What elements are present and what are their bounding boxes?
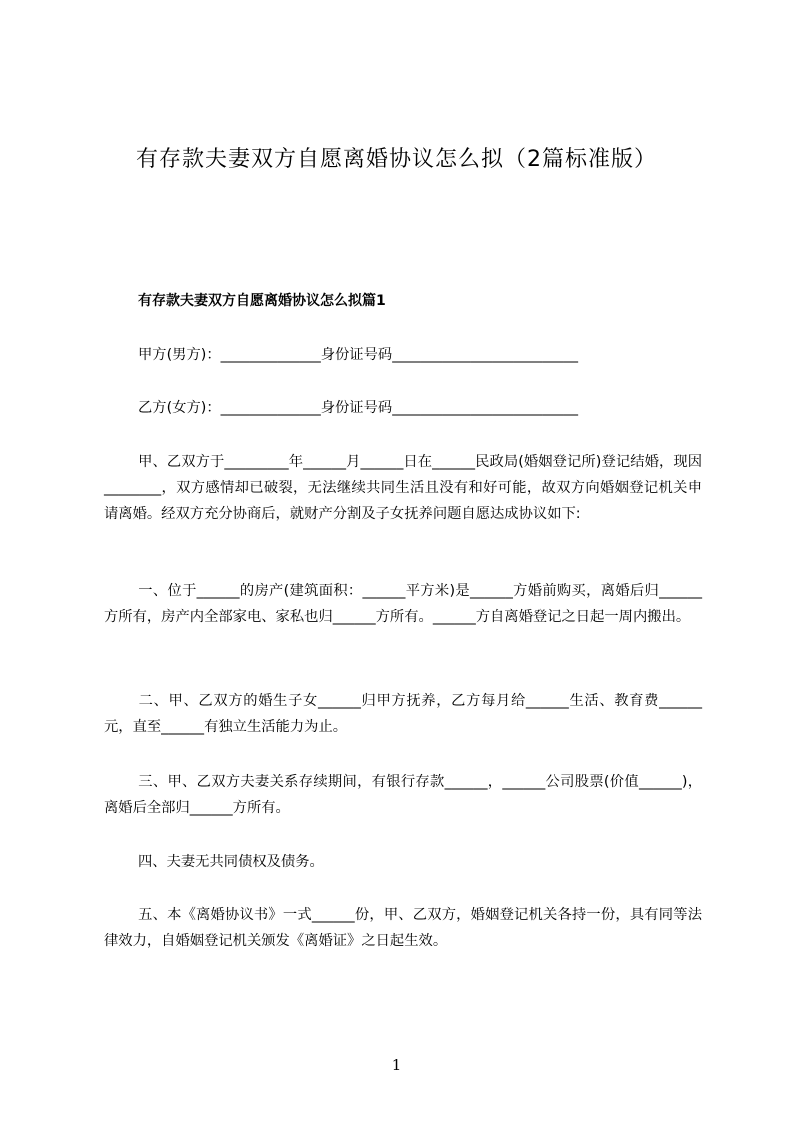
paragraph-clause-2: [104, 688, 702, 740]
document-title: 有存款夫妻双方自愿离婚协议怎么拟（2篇标准版）: [136, 147, 657, 172]
paragraph-text: 五、本《离婚协议书》一式______份，甲、乙双方，婚姻登记机关各持一份，具有同等法律效力，自婚姻登记机关颁发《离婚证》之日起生效。: [104, 907, 702, 949]
party-a-line: 甲方(男方)：______________身份证号码__________________________: [138, 347, 579, 363]
paragraph-text: 甲、乙双方于_________年______月______日在______民政局(婚姻登记所)登记结婚，现因________，双方感情却已破裂，无法继续共同生活且没有和好可能，故双方向婚姻登记机关申请离婚。经双方充分协商后，就财产分割及子女抚养问题自愿达成协议如下:: [104, 454, 702, 522]
paragraph-text: 二、甲、乙双方的婚生子女______归甲方抚养，乙方每月给______生活、教育费______元，直至______有独立生活能力为止。: [104, 693, 702, 735]
party-b-line: 乙方(女方)：______________身份证号码__________________________: [138, 400, 579, 416]
paragraph-clause-1: [104, 578, 702, 630]
page-number: 1: [391, 1056, 402, 1074]
paragraph-text: 三、甲、乙双方夫妻关系存续期间，有银行存款______，______公司股票(价值______)，离婚后全部归______方所有。: [104, 774, 702, 816]
paragraph-clause-3: [104, 769, 702, 821]
paragraph-text: 四、夫妻无共同债权及债务。: [138, 854, 324, 870]
paragraph-text: 一、位于______的房产(建筑面积：______平方米)是______方婚前购买，离婚后归______方所有，房产内全部家电、家私也归______方所有。______方自离婚登记之日起一周内搬出。: [104, 583, 702, 625]
paragraph-clause-5: [104, 902, 702, 954]
paragraph-intro: [104, 449, 702, 527]
section-heading: 有存款夫妻双方自愿离婚协议怎么拟篇1: [138, 293, 386, 309]
paragraph-clause-4: [104, 849, 702, 875]
